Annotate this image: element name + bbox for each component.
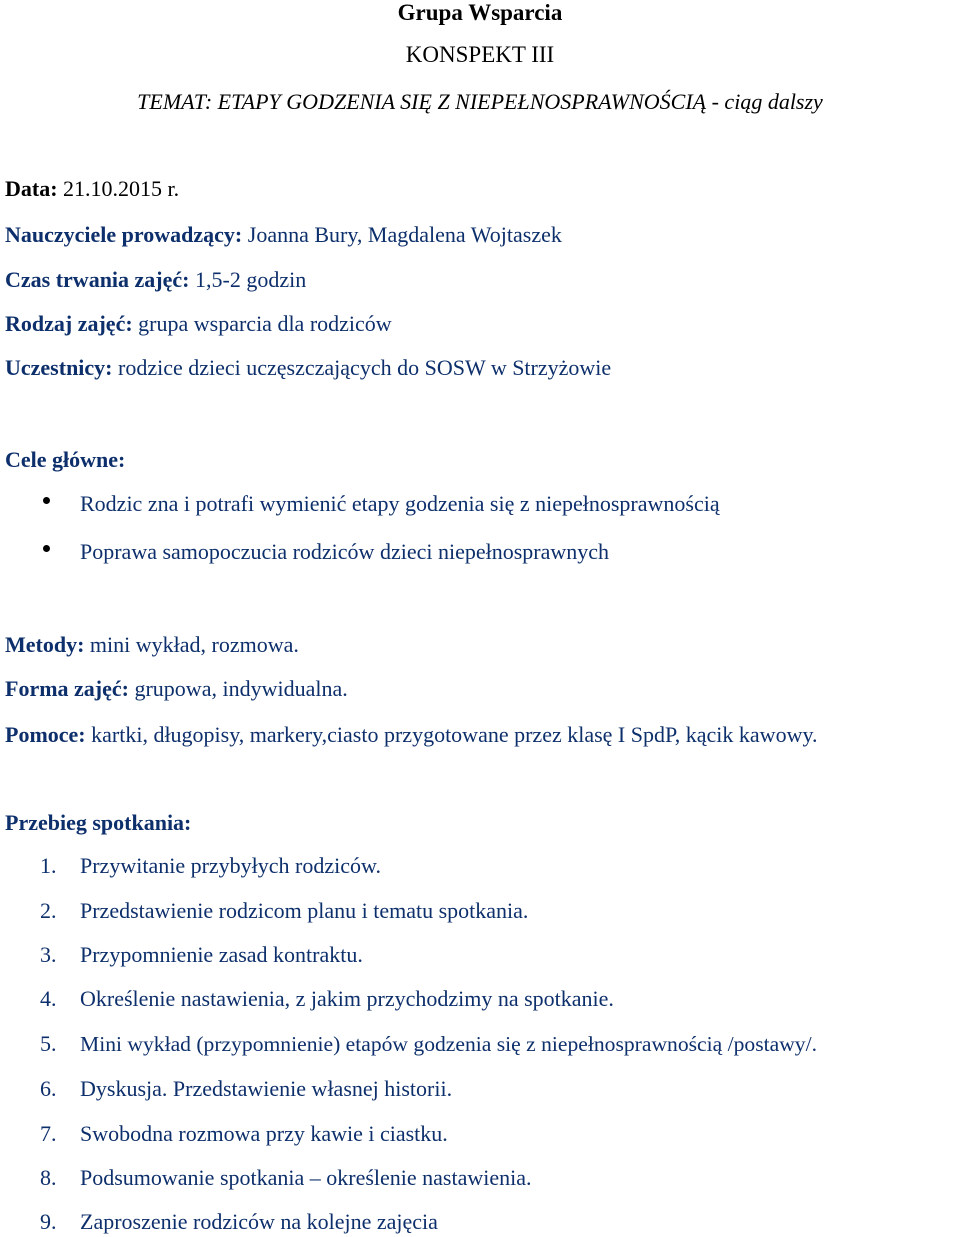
teachers-value: Joanna Bury, Magdalena Wojtaszek xyxy=(242,222,562,247)
methods-label: Metody: xyxy=(5,632,85,657)
participants-value: rodzice dzieci uczęszczających do SOSW w Strzyżowie xyxy=(112,355,612,380)
step-text: Swobodna rozmowa przy kawie i ciastku. xyxy=(80,1121,448,1146)
step-text: Przedstawienie rodzicom planu i tematu spotkania. xyxy=(80,898,529,923)
type-value: grupa wsparcia dla rodziców xyxy=(132,311,392,336)
duration-label: Czas trwania zajęć: xyxy=(5,267,190,292)
date-line xyxy=(5,176,179,202)
step-number: 4. xyxy=(40,986,57,1011)
goal-item: Rodzic zna i potrafi wymienić etapy godzenia się z niepełnosprawnością xyxy=(80,491,720,516)
date-label: Data: xyxy=(5,176,58,201)
form-line xyxy=(5,676,348,702)
participants-label: Uczestnicy: xyxy=(5,355,113,380)
teachers-line xyxy=(5,222,562,248)
step-number: 6. xyxy=(40,1076,57,1101)
teachers-label: Nauczyciele prowadzący: xyxy=(5,222,243,247)
step-text: Przywitanie przybyłych rodziców. xyxy=(80,853,381,878)
step-text: Zaproszenie rodziców na kolejne zajęcia xyxy=(80,1209,438,1234)
type-label: Rodzaj zajęć: xyxy=(5,311,133,336)
aids-line xyxy=(5,722,818,748)
methods-line xyxy=(5,632,299,658)
duration-value: 1,5-2 godzin xyxy=(189,267,307,292)
step-number: 3. xyxy=(40,942,57,967)
methods-value: mini wykład, rozmowa. xyxy=(84,632,299,657)
step-number: 2. xyxy=(40,898,57,923)
date-value: 21.10.2015 r. xyxy=(57,176,180,201)
step-number: 7. xyxy=(40,1121,57,1146)
step-number: 5. xyxy=(40,1031,57,1056)
form-value: grupowa, indywidualna. xyxy=(128,676,348,701)
aids-value: kartki, długopisy, markery,ciasto przygotowane przez klasę I SpdP, kącik kawowy. xyxy=(85,722,818,747)
document-title: Grupa Wsparcia xyxy=(397,0,563,25)
step-number: 1. xyxy=(40,853,57,878)
type-line xyxy=(5,311,392,337)
aids-label: Pomoce: xyxy=(5,722,86,747)
step-number: 8. xyxy=(40,1165,57,1190)
step-text: Określenie nastawienia, z jakim przychodzimy na spotkanie. xyxy=(80,986,614,1011)
step-text: Przypomnienie zasad kontraktu. xyxy=(80,942,363,967)
goal-item: Poprawa samopoczucia rodziców dzieci niepełnosprawnych xyxy=(80,539,610,564)
goals-label: Cele główne: xyxy=(5,447,126,472)
step-number: 9. xyxy=(40,1209,57,1234)
konspekt-heading: KONSPEKT III xyxy=(405,42,555,67)
step-text: Mini wykład (przypomnienie) etapów godzenia się z niepełnosprawnością /postawy/. xyxy=(80,1032,817,1056)
step-text: Podsumowanie spotkania – określenie nastawienia. xyxy=(80,1165,532,1190)
bullet-icon xyxy=(43,497,50,504)
form-label: Forma zajęć: xyxy=(5,676,129,701)
course-label: Przebieg spotkania: xyxy=(5,810,192,835)
topic-heading: TEMAT: ETAPY GODZENIA SIĘ Z NIEPEŁNOSPRAWNOŚCIĄ - ciąg dalszy xyxy=(137,89,823,114)
bullet-icon xyxy=(43,545,50,552)
participants-line xyxy=(5,355,611,381)
step-text: Dyskusja. Przedstawienie własnej historii. xyxy=(80,1076,453,1101)
duration-line xyxy=(5,267,306,293)
